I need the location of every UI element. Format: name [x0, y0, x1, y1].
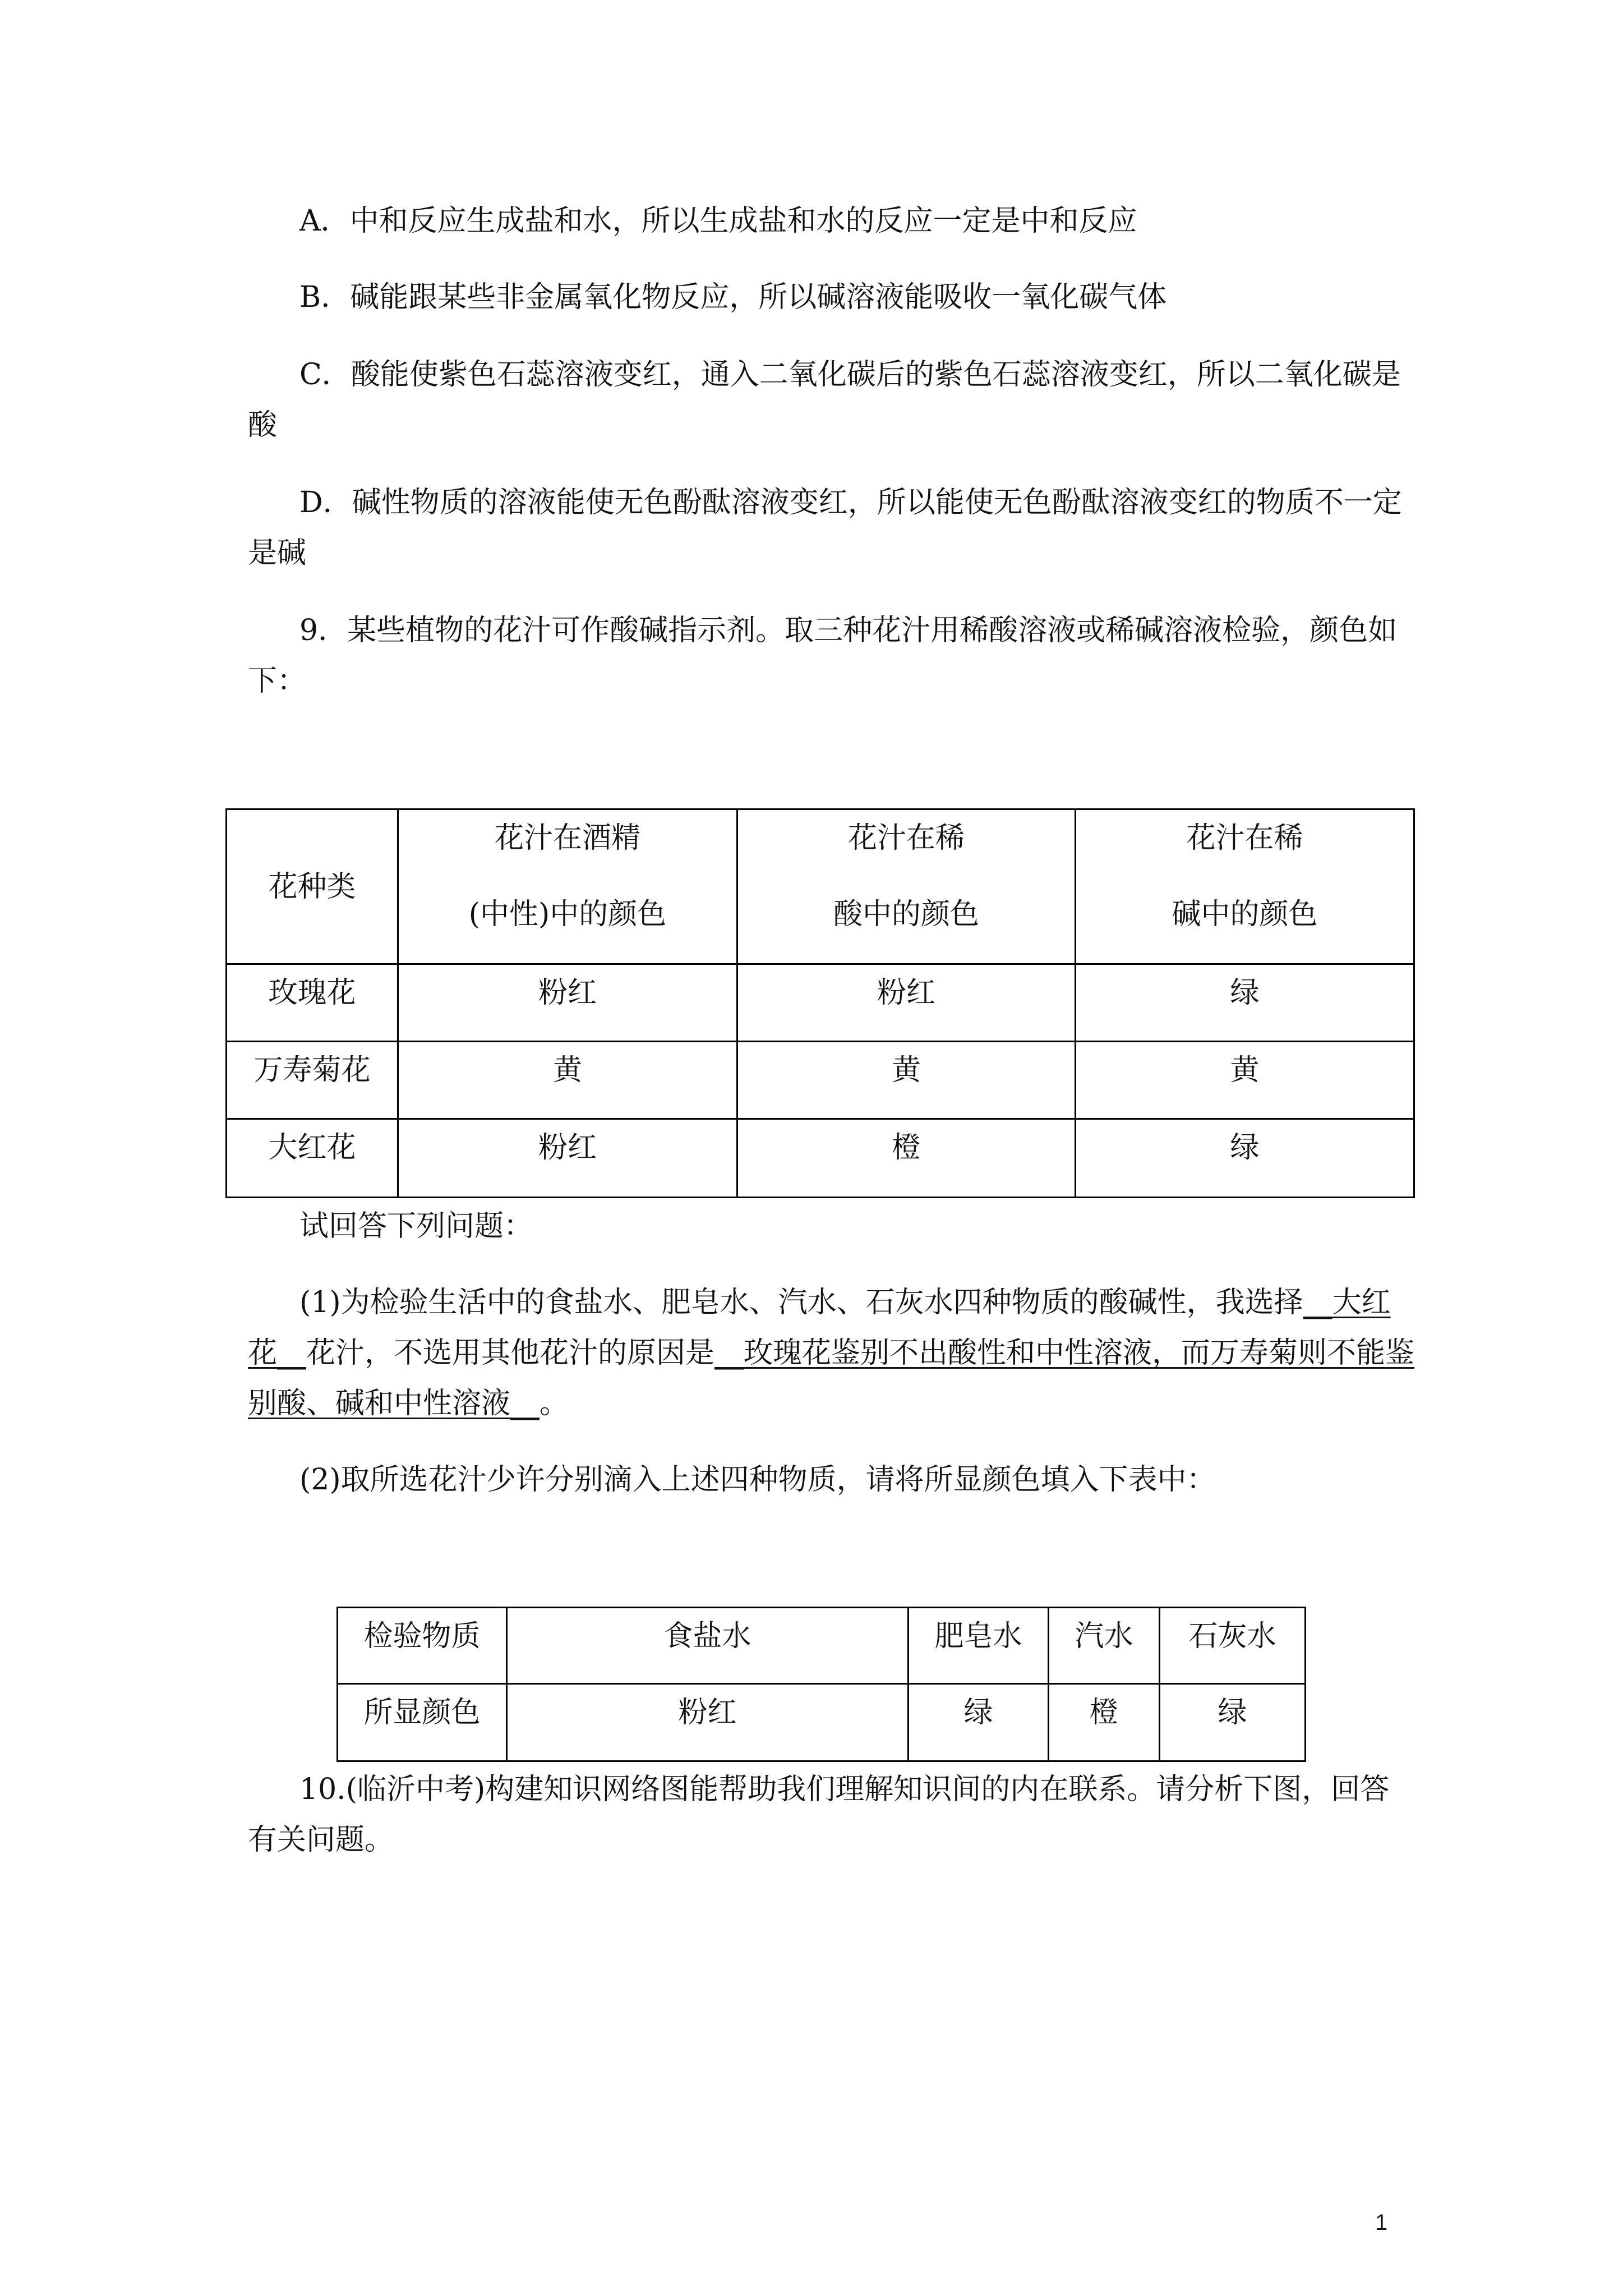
option-d-line2: 是碱: [248, 536, 307, 570]
table-cell: 粉红: [737, 964, 1076, 1042]
question-9-stem-line1: 9．某些植物的花汁可作酸碱指示剂。取三种花汁用稀酸溶液或稀碱溶液检验，颜色如: [299, 614, 1398, 647]
table-cell: 橙: [737, 1119, 1076, 1198]
table-cell: 汽水: [1049, 1608, 1160, 1684]
question-10-line2: 有关问题。: [248, 1823, 394, 1857]
table-cell: 粉红: [398, 964, 737, 1042]
header-alcohol-color: 花汁在酒精 (中性)中的颜色: [398, 809, 737, 964]
table-cell: 粉红: [507, 1684, 909, 1761]
table-row: [338, 1684, 1306, 1761]
answer-underline: __大红: [1303, 1286, 1391, 1319]
part1-text: 花汁，不选用其他花汁的原因是: [306, 1336, 715, 1370]
answer-underline: __玫瑰花鉴别不出酸性和中性溶液，而万寿菊则不能鉴: [714, 1336, 1415, 1370]
answer-underline: 花__: [248, 1336, 307, 1370]
table-cell: 黄: [398, 1042, 737, 1119]
header-acid-color: 花汁在稀 酸中的颜色: [737, 809, 1076, 964]
table-cell: 大红花: [227, 1119, 398, 1198]
part1-line1: [299, 1285, 1391, 1320]
question-9-prompt: 试回答下列问题：: [299, 1209, 533, 1243]
part2-text: (2)取所选花汁少许分别滴入上述四种物质，请将所显颜色填入下表中：: [299, 1463, 1216, 1497]
header-flower-type: 花种类: [227, 809, 398, 964]
option-c-line1: C．酸能使紫色石蕊溶液变红，通入二氧化碳后的紫色石蕊溶液变红，所以二氧化碳是: [299, 358, 1401, 392]
table-row: [227, 809, 1414, 964]
option-b: B．碱能跟某些非金属氧化物反应，所以碱溶液能吸收一氧化碳气体: [299, 280, 1167, 314]
option-d-line1: D．碱性物质的溶液能使无色酚酞溶液变红，所以能使无色酚酞溶液变红的物质不一定: [299, 486, 1402, 519]
table-cell: 玫瑰花: [227, 964, 398, 1042]
part1-line3: [248, 1386, 569, 1421]
part1-line2: [248, 1335, 1414, 1371]
table-cell: 所显颜色: [338, 1684, 507, 1761]
table-cell: 绿: [1076, 964, 1414, 1042]
question-10-line1: 10.(临沂中考)构建知识网络图能帮助我们理解知识间的内在联系。请分析下图，回答: [299, 1773, 1390, 1806]
table-cell: 检验物质: [338, 1608, 507, 1684]
table-cell: 万寿菊花: [227, 1042, 398, 1119]
flower-indicator-table: [225, 808, 1415, 1198]
page-number: 1: [1375, 2210, 1388, 2235]
table-cell: 绿: [1076, 1119, 1414, 1198]
table-cell: 橙: [1049, 1684, 1160, 1761]
option-c-line2: 酸: [248, 408, 278, 442]
table-cell: 粉红: [398, 1119, 737, 1198]
table-cell: 黄: [1076, 1042, 1414, 1119]
question-9-stem-line2: 下：: [248, 664, 307, 698]
table-cell: 绿: [1160, 1684, 1306, 1761]
table-row: [227, 1042, 1414, 1119]
table-row: [227, 964, 1414, 1042]
table-row: [227, 1119, 1414, 1198]
table-cell: 黄: [737, 1042, 1076, 1119]
part1-text: 。: [540, 1387, 569, 1420]
table-cell: 肥皂水: [909, 1608, 1049, 1684]
option-a: A．中和反应生成盐和水，所以生成盐和水的反应一定是中和反应: [299, 204, 1137, 238]
table-cell: 绿: [909, 1684, 1049, 1761]
result-color-table: [336, 1607, 1306, 1762]
answer-underline: 别酸、碱和中性溶液__: [248, 1387, 540, 1420]
table-cell: 石灰水: [1160, 1608, 1306, 1684]
part1-text: (1)为检验生活中的食盐水、肥皂水、汽水、石灰水四种物质的酸碱性，我选择: [299, 1286, 1303, 1319]
table-cell: 食盐水: [507, 1608, 909, 1684]
table-row: [338, 1608, 1306, 1684]
header-base-color: 花汁在稀 碱中的颜色: [1076, 809, 1414, 964]
